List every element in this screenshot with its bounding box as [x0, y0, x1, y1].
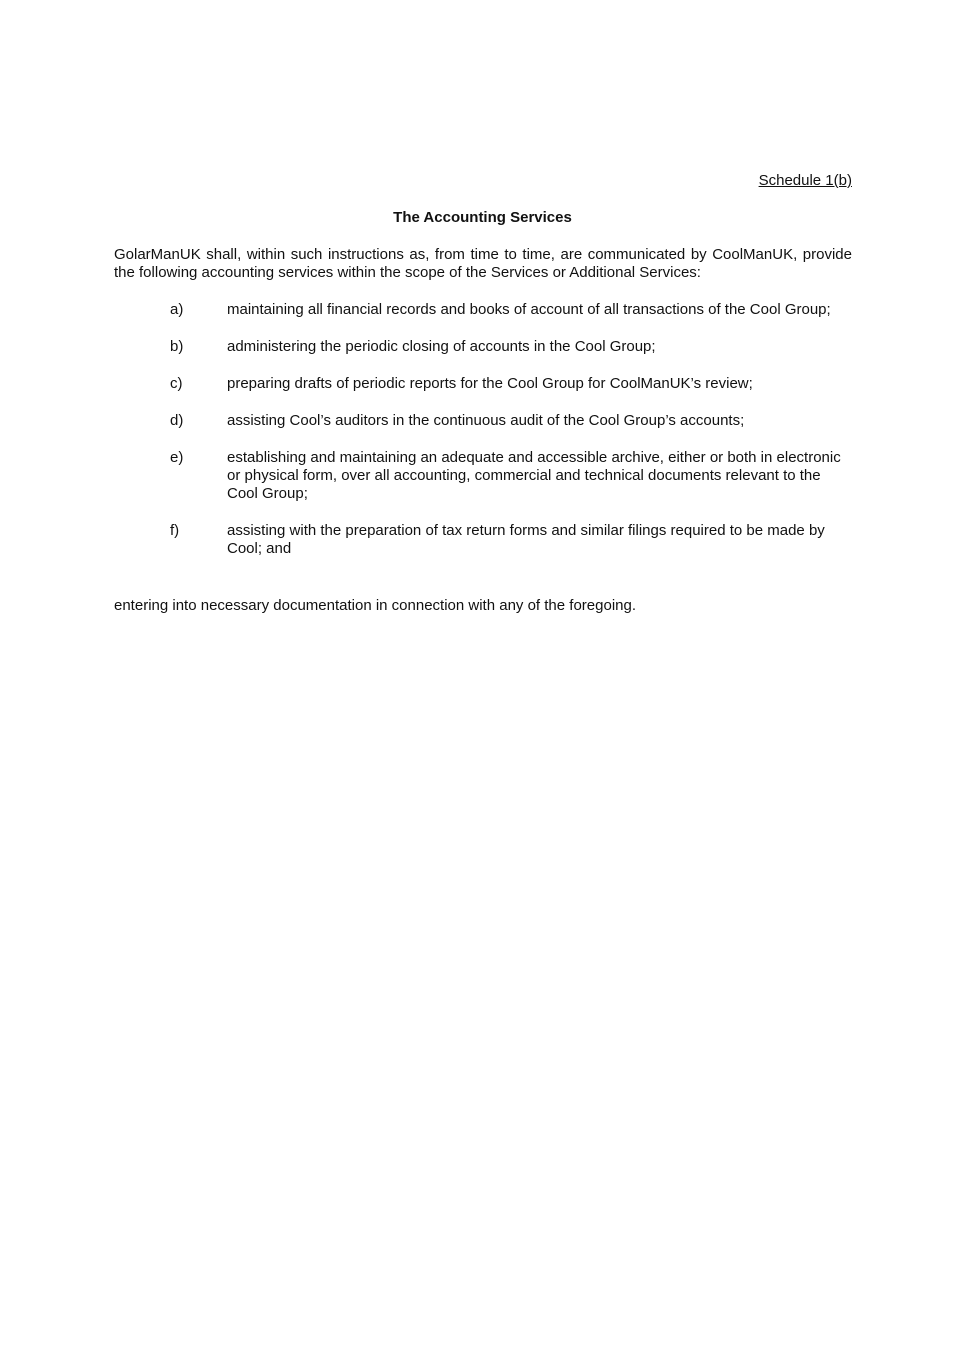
schedule-reference: Schedule 1(b): [758, 172, 852, 189]
list-item-text: administering the periodic closing of accounts in the Cool Group;: [227, 338, 656, 355]
list-item-text: preparing drafts of periodic reports for the Cool Group for CoolManUK’s review;: [227, 375, 753, 392]
list-item-marker: b): [170, 338, 184, 355]
closing-paragraph: entering into necessary documentation in connection with any of the foregoing.: [114, 597, 636, 614]
list-item: [0, 375, 965, 393]
list-item-marker: a): [170, 301, 184, 318]
list-item-marker: c): [170, 375, 183, 392]
list-item: [0, 301, 965, 319]
list-item-text: assisting with the preparation of tax return forms and similar filings required to be made by Cool; and: [227, 522, 825, 557]
list-item-text: establishing and maintaining an adequate and accessible archive, either or both in electronic or physical form, over all accounting, commercial and technical documents relevant to the Cool Group;: [227, 449, 841, 502]
list-item-marker: e): [170, 449, 184, 466]
list-item-text: assisting Cool’s auditors in the continuous audit of the Cool Group’s accounts;: [227, 412, 745, 429]
list-item-marker: f): [170, 522, 180, 539]
list-item: [0, 522, 965, 558]
list-item-text: maintaining all financial records and books of account of all transactions of the Cool Group;: [227, 301, 831, 318]
services-list: [0, 301, 965, 577]
list-item: [0, 449, 965, 503]
list-item: [0, 338, 965, 356]
list-item: [0, 412, 965, 430]
list-item-marker: d): [170, 412, 184, 429]
document-title: The Accounting Services: [393, 209, 572, 226]
intro-paragraph: GolarManUK shall, within such instructions as, from time to time, are communicated by CoolManUK, provide the following accounting services within the scope of the Services or Additional Services:: [114, 246, 852, 281]
